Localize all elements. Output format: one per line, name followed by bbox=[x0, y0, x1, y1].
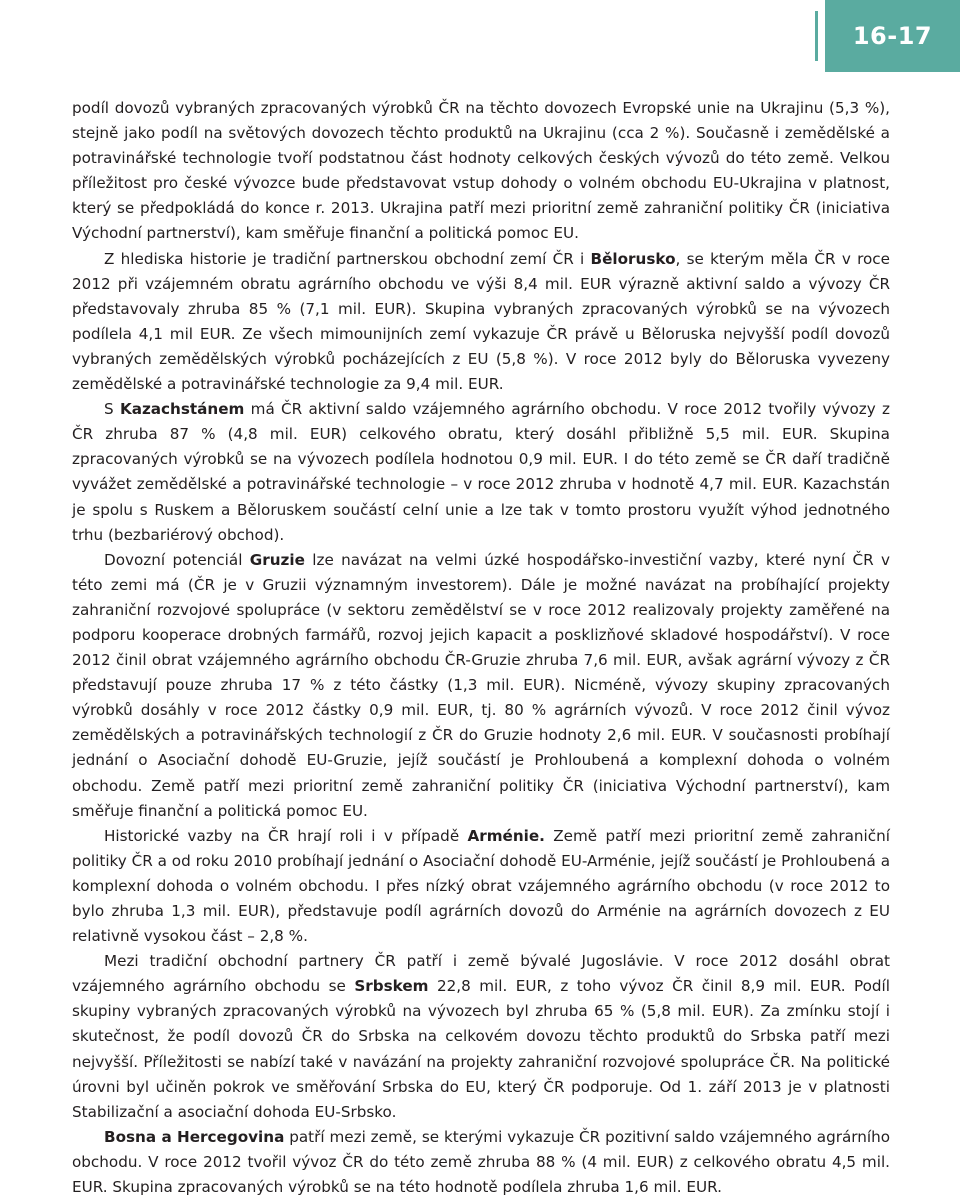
text-segment: , se kterým měla ČR v roce 2012 při vzájemném obratu agrárního obchodu ve výši 8,4 mil. EUR výrazně aktivní saldo a vývozy ČR představovaly zhruba 85 % (7,1 mil. EUR). Skupina vybraných zpracovaných výrobků se na vývozech podílela 4,1 mil EUR. Ze všech mimounijních zemí vykazuje ČR právě u Běloruska nejvyšší podíl dovozů vybraných zemědělských výrobků pocházejících z EU (5,8 %). V roce 2012 byly do Běloruska vyvezeny zemědělské a potravinářské technologie za 9,4 mil. EUR. bbox=[72, 249, 890, 394]
page-range: 16-17 bbox=[852, 22, 933, 50]
text-segment: S bbox=[104, 400, 120, 419]
text-segment: má ČR aktivní saldo vzájemného agrárního obchodu. V roce 2012 tvořily vývozy z ČR zhruba 87 % (4,8 mil. EUR) celkového obratu, který dosáhl přibližně 5,5 mil. EUR. Skupina zpracovaných výrobků se na vývozech podílela hodnotou 0,9 mil. EUR. I do této země se ČR daří tradičně vyvážet zemědělské a potravinářské technologie – v roce 2012 zhruba v hodnotě 4,7 mil. EUR. Kazachstán je spolu s Ruskem a Běloruskem součástí celní unie a lze tak v tomto prostoru využít výhod jednotného trhu (bezbariérový obchod). bbox=[72, 400, 890, 544]
bold-country-name: Arménie. bbox=[467, 826, 545, 845]
text-segment: Z hlediska historie je tradiční partnerskou obchodní zemí ČR i bbox=[104, 249, 591, 268]
text-segment: lze navázat na velmi úzké hospodářsko-investiční vazby, které nyní ČR v této zemi má (ČR je v Gruzii významným investorem). Dále je možné navázat na probíhající projekty zahraniční rozvojové spolupráce (v sektoru zemědělství se v roce 2012 realizovaly projekty zaměřené na podporu kooperace drobných farmářů, rozvoj jejich kapacit a posklizňové skladové hospodářství). V roce 2012 činil obrat vzájemného agrárního obchodu ČR-Gruzie zhruba 7,6 mil. EUR, avšak agrární vývozy z ČR představují pouze zhruba 17 % z této částky (1,3 mil. EUR). Nicméně, vývozy skupiny zpracovaných výrobků dosáhly v roce 2012 částky 0,9 mil. EUR, tj. 80 % agrárních vývozů. V roce 2012 činil vývoz zemědělských a potravinářských technologií z ČR do Gruzie hodnoty 2,6 mil. EUR. V současnosti probíhají jednání o Asociační dohodě EU-Gruzie, jejíž součástí je Prohloubená a komplexní dohoda o volném obchodu. Země patří mezi prioritní země zahraniční politiky ČR (iniciativa Východní partnerství), kam směřuje finanční a politická pomoc EU. bbox=[72, 550, 890, 820]
paragraph-georgia bbox=[72, 548, 890, 824]
paragraph-belarus bbox=[72, 247, 890, 398]
paragraph-armenia bbox=[72, 824, 890, 949]
bold-country-name: Bělorusko bbox=[590, 249, 676, 268]
text-segment: 22,8 mil. EUR, z toho vývoz ČR činil 8,9 mil. EUR. Podíl skupiny vybraných zpracovaných výrobků na vývozech byl zhruba 65 % (5,8 mil. EUR). Za zmínku stojí i skutečnost, že podíl dovozů ČR do Srbska na celkovém dovozu těchto produktů do Srbska patří mezi nejvyšší. Příležitosti se nabízí také v navázání na projekty zahraniční rozvojové spolupráce ČR. Na politické úrovni byl učiněn pokrok ve směřování Srbska do EU, který ČR podporuje. Od 1. září 2013 je v platnosti Stabilizační a asociační dohoda EU-Srbsko. bbox=[72, 977, 890, 1121]
paragraph-ukraine bbox=[72, 96, 890, 247]
text-segment: podíl dovozů vybraných zpracovaných výrobků ČR na těchto dovozech Evropské unie na Ukrajinu (5,3 %), stejně jako podíl na světových dovozech těchto produktů na Ukrajinu (cca 2 %). Současně i zemědělské a potravinářské technologie tvoří podstatnou část hodnoty celkových českých vývozů do této země. Velkou příležitost pro české vývozce bude představovat vstup dohody o volném obchodu EU-Ukrajina v platnost, který se předpokládá do konce r. 2013. Ukrajina patří mezi prioritní země zahraniční politiky ČR (iniciativa Východní partnerství), kam směřuje finanční a politická pomoc EU. bbox=[72, 99, 890, 243]
text-segment: Dovozní potenciál bbox=[104, 550, 250, 569]
paragraph-bosnia bbox=[72, 1125, 890, 1200]
text-segment: Mezi tradiční obchodní partnery ČR patří i země bývalé Jugoslávie. V roce 2012 dosáhl obrat vzájemného agrárního obchodu se bbox=[72, 952, 890, 996]
text-segment: Historické vazby na ČR hrají roli i v případě bbox=[104, 826, 468, 845]
text-segment: Země patří mezi prioritní země zahraniční politiky ČR a od roku 2010 probíhají jednání o Asociační dohodě EU-Arménie, jejíž součástí je Prohloubená a komplexní dohoda o volném obchodu. I přes nízký obrat vzájemného agrárního obchodu (v roce 2012 to bylo zhruba 1,3 mil. EUR), představuje podíl agrárních dovozů do Arménie na agrárních dovozech z EU relativně vysokou část – 2,8 %. bbox=[72, 826, 890, 946]
bold-country-name: Gruzie bbox=[249, 550, 305, 569]
paragraph-serbia bbox=[72, 949, 890, 1125]
bold-country-name: Bosna a Hercegovina bbox=[104, 1127, 285, 1146]
text-segment: patří mezi země, se kterými vykazuje ČR pozitivní saldo vzájemného agrárního obchodu. V roce 2012 tvořil vývoz ČR do této země zhruba 88 % (4 mil. EUR) z celkového obratu 4,5 mil. EUR. Skupina zpracovaných výrobků se na této hodnotě podílela zhruba 1,6 mil. EUR. bbox=[72, 1127, 890, 1197]
bold-country-name: Kazachstánem bbox=[119, 400, 245, 419]
page-number-box bbox=[825, 0, 960, 72]
body-text bbox=[72, 96, 890, 1200]
paragraph-kazakhstan bbox=[72, 397, 890, 548]
page-number-tab bbox=[815, 0, 960, 72]
bold-country-name: Srbskem bbox=[354, 977, 429, 996]
tab-divider bbox=[815, 11, 818, 61]
